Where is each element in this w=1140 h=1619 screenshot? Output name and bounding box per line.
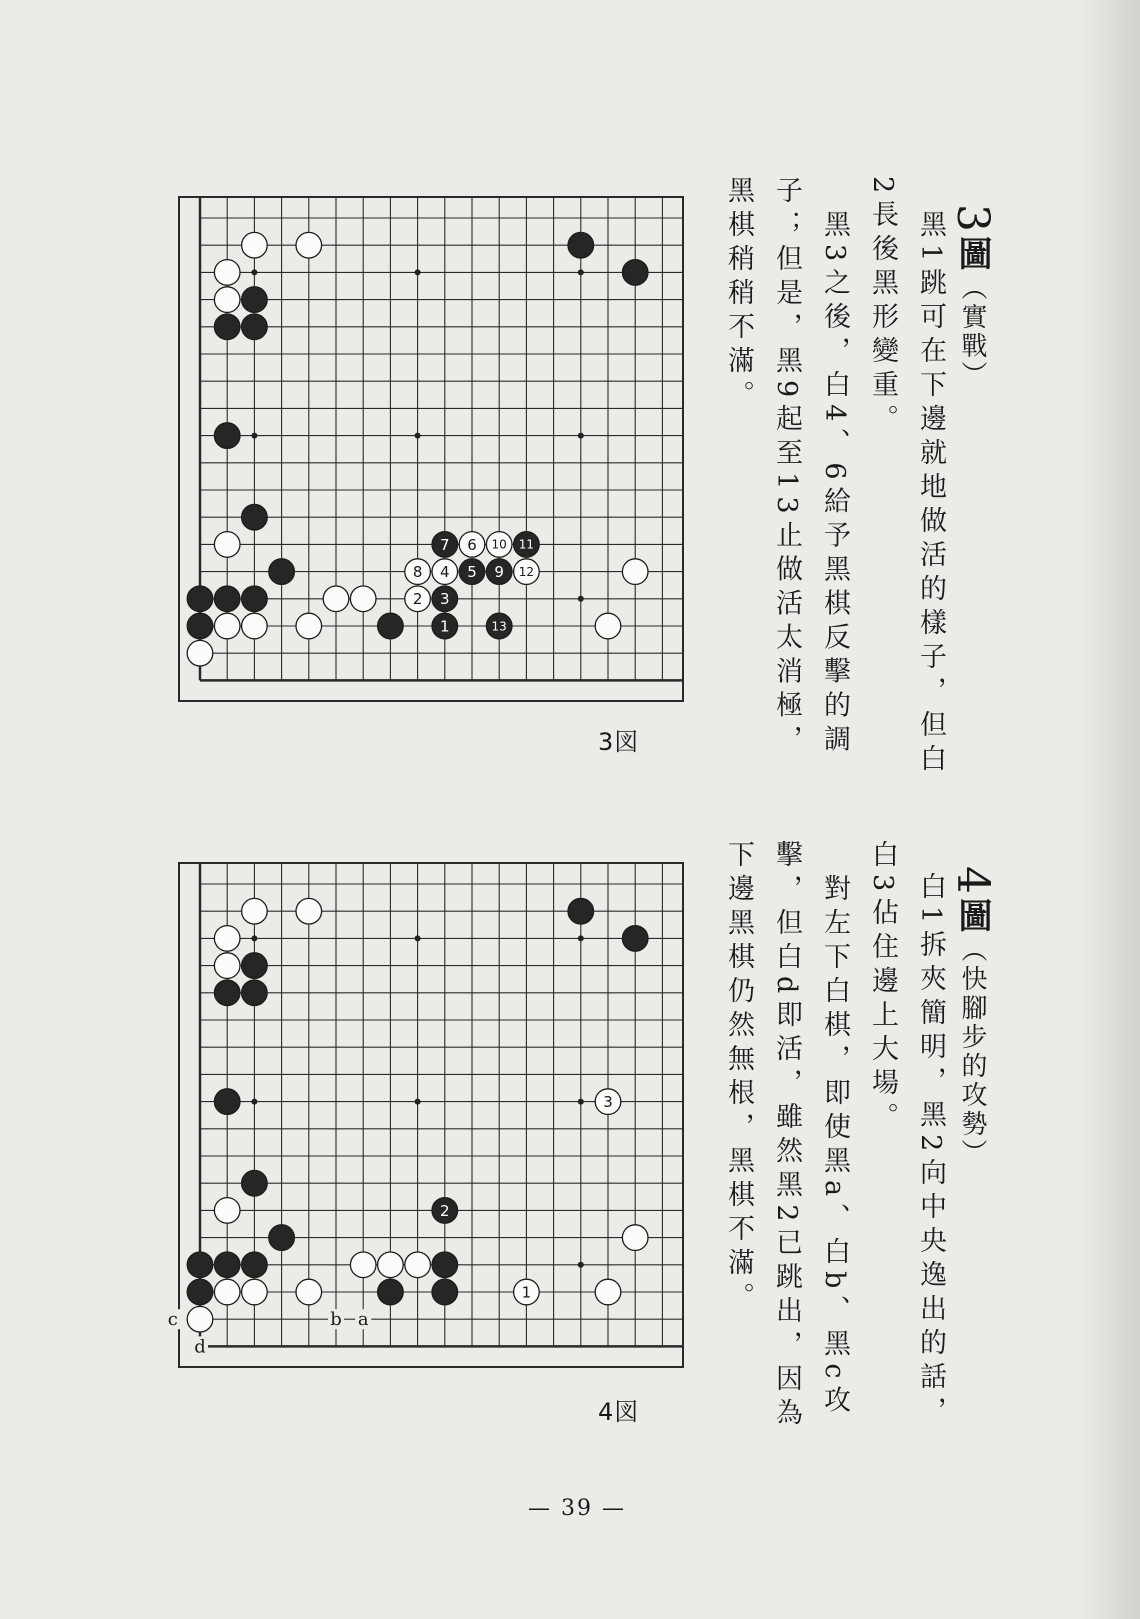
black-stone <box>242 586 268 612</box>
black-stone <box>214 1089 240 1115</box>
diagram-4-text-column-4: 擊，但白d即活，雖然黑2已跳出，因為 <box>771 840 802 1433</box>
black-stone <box>622 260 648 286</box>
black-stone <box>568 898 594 924</box>
move-number: 3 <box>603 1093 613 1111</box>
black-stone <box>432 1198 458 1224</box>
move-number: 8 <box>412 563 423 581</box>
diagram-4-heading-word: 圖 <box>952 898 992 936</box>
white-stone <box>214 532 240 558</box>
star-point <box>251 935 257 941</box>
letter-mark: a <box>357 1309 369 1331</box>
black-stone <box>622 926 648 952</box>
star-point <box>415 1099 421 1105</box>
black-stone <box>214 586 240 612</box>
white-stone <box>214 1198 240 1224</box>
white-stone <box>432 559 458 585</box>
move-number: 2 <box>440 1201 450 1220</box>
white-stone <box>350 586 376 612</box>
black-stone <box>459 559 485 585</box>
white-stone <box>405 586 431 612</box>
star-point <box>251 269 257 275</box>
black-stone <box>378 613 404 639</box>
page-number: — 39 — <box>528 1496 626 1521</box>
white-stone <box>242 898 268 924</box>
diagram-3-text-column-2: 2長後黑形變重。 <box>867 176 898 439</box>
white-stone <box>242 613 268 639</box>
black-stone <box>242 980 268 1006</box>
diagram-3-heading-word: 圖 <box>952 236 992 274</box>
black-stone <box>432 613 458 639</box>
white-stone <box>296 1279 322 1305</box>
black-stone <box>242 287 268 313</box>
white-stone <box>459 532 485 558</box>
white-stone <box>214 287 240 313</box>
white-stone <box>323 586 349 612</box>
white-stone <box>622 1225 648 1251</box>
white-stone <box>405 1252 431 1278</box>
move-number: 12 <box>518 564 535 579</box>
black-stone <box>187 613 213 639</box>
white-stone <box>595 1279 621 1305</box>
letter-mark: c <box>167 1309 178 1331</box>
move-number: 1 <box>521 1283 532 1302</box>
white-stone <box>214 1279 240 1305</box>
white-stone <box>622 559 648 585</box>
star-point <box>578 596 584 602</box>
move-number: 9 <box>494 563 504 581</box>
white-stone <box>214 926 240 952</box>
white-stone <box>405 559 431 585</box>
white-stone <box>296 898 322 924</box>
black-stone <box>214 1252 240 1278</box>
black-stone <box>242 1252 268 1278</box>
black-stone <box>432 586 458 612</box>
black-stone <box>568 232 594 258</box>
diagram-4-text-column-5: 下邊黑棋仍然無根，黑棋不滿。 <box>723 840 754 1316</box>
black-stone <box>269 559 295 585</box>
go-board-diagram-4 <box>167 862 684 1368</box>
white-stone <box>514 1279 540 1305</box>
star-point <box>578 1262 584 1268</box>
white-stone <box>595 613 621 639</box>
star-point <box>578 433 584 439</box>
white-stone <box>350 1252 376 1278</box>
diagram-3-text-column-4: 子；但是，黑9起至13止做活太消極， <box>771 176 802 759</box>
white-stone <box>214 613 240 639</box>
move-number: 10 <box>491 537 507 552</box>
white-stone <box>378 1252 404 1278</box>
black-stone <box>514 532 540 558</box>
move-number: 2 <box>412 590 423 609</box>
letter-mark: b <box>330 1309 342 1331</box>
star-point <box>251 433 257 439</box>
black-stone <box>486 559 512 585</box>
diagram-3-text-column-5: 黑棋稍稍不滿。 <box>723 176 754 414</box>
diagram-3-heading <box>948 204 996 390</box>
white-stone <box>242 1279 268 1305</box>
diagram-3-text-column-3: 黑3之後，白4、6給予黑棋反擊的調 <box>819 210 850 759</box>
move-number: 5 <box>467 563 477 581</box>
white-stone <box>595 1089 621 1115</box>
diagram-3-label: 3図 <box>598 728 640 756</box>
move-number: 6 <box>467 535 477 554</box>
black-stone <box>187 1279 213 1305</box>
black-stone <box>432 532 458 558</box>
black-stone <box>187 1252 213 1278</box>
diagram-4-heading-subtitle: （快腳步的攻勢） <box>957 936 987 1168</box>
move-number: 11 <box>518 537 535 552</box>
move-number: 13 <box>491 619 507 634</box>
star-point <box>415 269 421 275</box>
diagram-3-heading-subtitle: （實戰） <box>957 274 987 390</box>
page-edge-shadow <box>1080 0 1140 1619</box>
star-point <box>578 1099 584 1105</box>
white-stone <box>514 559 540 585</box>
move-number: 4 <box>440 563 450 581</box>
black-stone <box>486 613 512 639</box>
diagram-4-text-column-3: 對左下白棋，即使黑a、白b、黑c攻 <box>819 874 850 1420</box>
star-point <box>578 935 584 941</box>
black-stone <box>187 586 213 612</box>
go-board-diagram-3 <box>178 196 684 702</box>
white-stone <box>187 640 213 666</box>
diagram-4-heading-number: 4 <box>947 866 998 898</box>
black-stone <box>242 953 268 979</box>
black-stone <box>242 314 268 340</box>
white-stone <box>242 232 268 258</box>
move-number: 3 <box>440 590 450 609</box>
white-stone <box>214 260 240 286</box>
diagram-4-label: 4図 <box>598 1398 640 1426</box>
diagram-4-text-column-1: 白1拆夾簡明，黑2向中央逸出的話， <box>915 872 946 1431</box>
black-stone <box>242 1170 268 1196</box>
star-point <box>578 269 584 275</box>
white-stone <box>214 953 240 979</box>
black-stone <box>432 1252 458 1278</box>
diagram-3-text-column-1: 黑1跳可在下邊就地做活的樣子，但白 <box>915 210 946 779</box>
black-stone <box>269 1225 295 1251</box>
black-stone <box>432 1279 458 1305</box>
move-number: 7 <box>440 535 450 554</box>
diagram-3-heading-number: 3 <box>947 204 998 236</box>
black-stone <box>378 1279 404 1305</box>
white-stone <box>296 232 322 258</box>
star-point <box>415 433 421 439</box>
white-stone <box>486 532 512 558</box>
letter-mark: d <box>194 1336 206 1358</box>
black-stone <box>214 314 240 340</box>
diagram-4-text-column-2: 白3佔住邊上大場。 <box>867 840 898 1137</box>
black-stone <box>214 980 240 1006</box>
black-stone <box>242 504 268 530</box>
star-point <box>251 1099 257 1105</box>
white-stone <box>296 613 322 639</box>
diagram-4-heading <box>948 866 996 1168</box>
move-number: 1 <box>440 617 450 636</box>
star-point <box>415 935 421 941</box>
black-stone <box>214 423 240 449</box>
white-stone <box>187 1306 213 1332</box>
